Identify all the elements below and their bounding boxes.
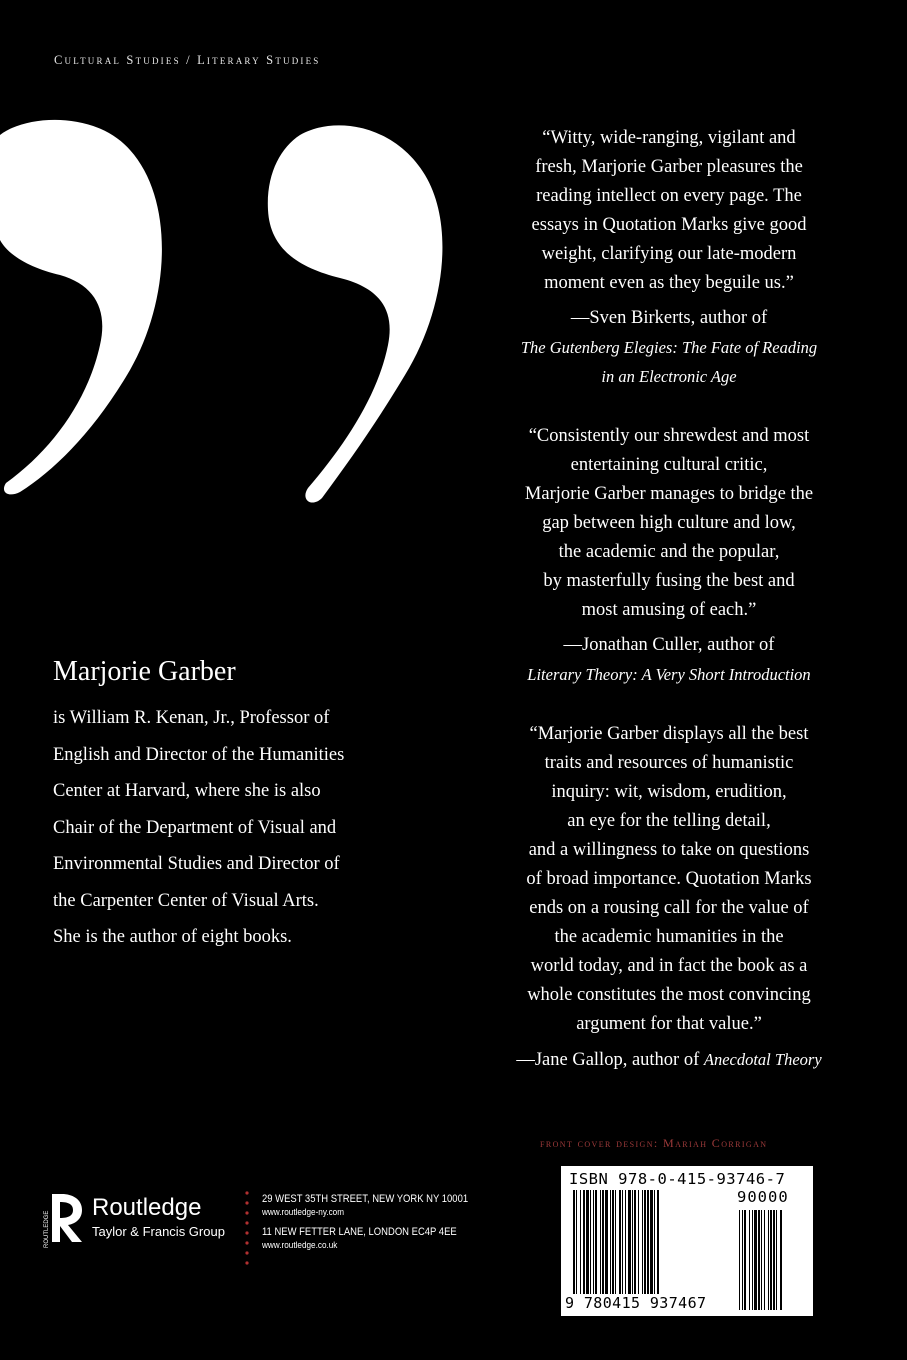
barcode-bar xyxy=(583,1190,585,1294)
quote-attribution: —Jonathan Culler, author of xyxy=(563,635,775,655)
addon-bar xyxy=(770,1210,772,1310)
quote-line: weight, clarifying our late-modern xyxy=(541,244,797,264)
address-uk: 11 NEW FETTER LANE, LONDON EC4P 4EE xyxy=(262,1226,457,1238)
quote-line: “Marjorie Garber displays all the best xyxy=(529,724,809,744)
barcode-bar xyxy=(612,1190,614,1294)
routledge-mark-icon xyxy=(42,1190,86,1250)
price-code: 90000 xyxy=(737,1188,789,1206)
addon-bar xyxy=(773,1210,775,1310)
quote-line: of broad importance. Quotation Marks xyxy=(526,869,812,889)
addon-bar xyxy=(742,1210,743,1310)
barcode-bar xyxy=(622,1190,623,1294)
barcode-bar xyxy=(593,1190,594,1294)
quote-line: inquiry: wit, wisdom, erudition, xyxy=(551,782,787,802)
addon-bar xyxy=(768,1210,769,1310)
quote-block-birkerts xyxy=(486,124,852,391)
barcode-bar xyxy=(654,1190,655,1294)
left-quote-mark xyxy=(0,120,162,495)
quote-line: essays in Quotation Marks give good xyxy=(531,215,807,235)
quote-line: reading intellect on every page. The xyxy=(536,186,802,206)
barcode-bar xyxy=(628,1190,631,1294)
address-ny: 29 WEST 35TH STREET, NEW YORK NY 10001 xyxy=(262,1193,469,1205)
quote-line: world today, and in fact the book as a xyxy=(530,956,808,976)
barcode-bar xyxy=(619,1190,621,1294)
quote-line: most amusing of each.” xyxy=(581,600,757,620)
quote-line: “Consistently our shrewdest and most xyxy=(528,426,810,446)
barcode-bar xyxy=(580,1190,581,1294)
quote-line: traits and resources of humanistic xyxy=(544,753,794,773)
barcode-bar xyxy=(650,1190,653,1294)
bio-line: the Carpenter Center of Visual Arts. xyxy=(53,890,319,911)
red-dot-divider xyxy=(244,1190,250,1270)
quote-line: and a willingness to take on questions xyxy=(528,840,810,860)
barcode-bar xyxy=(615,1190,616,1294)
quote-line: moment even as they beguile us.” xyxy=(544,273,794,293)
quote-block-gallop xyxy=(486,720,852,1075)
quote-line: Marjorie Garber manages to bridge the xyxy=(524,484,814,504)
quote-line: gap between high culture and low, xyxy=(542,513,796,533)
bio-line: She is the author of eight books. xyxy=(53,927,292,947)
web-ny-link[interactable]: www.routledge-ny.com xyxy=(262,1207,345,1218)
quote-line: the academic and the popular, xyxy=(558,542,780,562)
addon-bar xyxy=(749,1210,750,1310)
quote-attribution: —Sven Birkerts, author of xyxy=(570,308,768,328)
bio-line: Environmental Studies and Director of xyxy=(53,854,340,874)
quote-line: entertaining cultural critic, xyxy=(570,455,768,475)
publisher-addresses xyxy=(262,1192,502,1258)
barcode-bar xyxy=(644,1190,646,1294)
barcode-bar xyxy=(605,1190,608,1294)
right-quote-mark xyxy=(268,125,443,502)
barcode-bar xyxy=(638,1190,639,1294)
quote-attribution-row xyxy=(486,1045,852,1075)
addon-bar xyxy=(744,1210,746,1310)
addon-bar xyxy=(752,1210,753,1310)
bio-line: Center at Harvard, where she is also xyxy=(53,781,321,801)
quote-line: “Witty, wide-ranging, vigilant and xyxy=(542,128,796,148)
quote-line: the academic humanities in the xyxy=(554,927,784,947)
barcode-bar xyxy=(602,1190,604,1294)
addon-bar xyxy=(761,1210,762,1310)
quote-line: fresh, Marjorie Garber pleasures the xyxy=(535,157,803,177)
barcode-bar xyxy=(586,1190,589,1294)
quote-line: argument for that value.” xyxy=(576,1014,762,1034)
author-bio xyxy=(53,700,393,956)
vertical-wordmark: ROUTLEDGE xyxy=(44,1210,50,1248)
addon-bar xyxy=(758,1210,760,1310)
isbn-number: ISBN 978-0-415-93746-7 xyxy=(569,1170,786,1188)
barcode-bar xyxy=(600,1190,601,1294)
quote-line: whole constitutes the most convincing xyxy=(527,985,811,1005)
barcode-bar xyxy=(647,1190,649,1294)
addon-bar xyxy=(754,1210,757,1310)
barcode-bar xyxy=(634,1190,636,1294)
barcode-bar xyxy=(642,1190,643,1294)
barcode-bar xyxy=(595,1190,597,1294)
category-label: Cultural Studies / Literary Studies xyxy=(54,53,321,67)
quote-line: an eye for the telling detail, xyxy=(567,811,771,831)
barcode-bar xyxy=(573,1190,575,1294)
cover-design-credit: front cover design: Mariah Corrigan xyxy=(540,1136,768,1150)
bio-line: English and Director of the Humanities xyxy=(53,744,345,765)
barcode-digits: 9 780415 937467 xyxy=(565,1294,707,1312)
publisher-name: Routledge xyxy=(92,1194,202,1221)
bio-line: is William R. Kenan, Jr., Professor of xyxy=(53,708,330,728)
quote-line: by masterfully fusing the best and xyxy=(543,571,795,591)
quote-attribution: —Jane Gallop, author of xyxy=(516,1050,700,1070)
barcode-bar xyxy=(625,1190,626,1294)
barcode-bar xyxy=(632,1190,633,1294)
quote-book-title: Anecdotal Theory xyxy=(703,1050,822,1069)
barcode-bar xyxy=(590,1190,591,1294)
barcode-bar xyxy=(610,1190,611,1294)
isbn-barcode xyxy=(561,1166,813,1316)
barcode-bar xyxy=(657,1190,659,1294)
bio-line: Chair of the Department of Visual and xyxy=(53,817,337,838)
addon-bar xyxy=(739,1210,740,1310)
publisher-logo xyxy=(42,1190,242,1250)
quote-book-title: in an Electronic Age xyxy=(601,367,737,386)
quote-book-title: Literary Theory: A Very Short Introduction xyxy=(527,665,811,684)
quote-block-culler xyxy=(486,422,852,689)
addon-bar xyxy=(776,1210,777,1310)
quotation-marks-graphic xyxy=(0,110,470,530)
addon-bar xyxy=(764,1210,765,1310)
publisher-group: Taylor & Francis Group xyxy=(92,1224,225,1239)
author-name: Marjorie Garber xyxy=(53,656,236,687)
quote-line: ends on a rousing call for the value of xyxy=(529,898,809,918)
web-uk-link[interactable]: www.routledge.co.uk xyxy=(262,1240,338,1251)
addon-bar xyxy=(780,1210,782,1310)
quote-book-title: The Gutenberg Elegies: The Fate of Reading xyxy=(520,338,818,357)
barcode-bar xyxy=(576,1190,577,1294)
